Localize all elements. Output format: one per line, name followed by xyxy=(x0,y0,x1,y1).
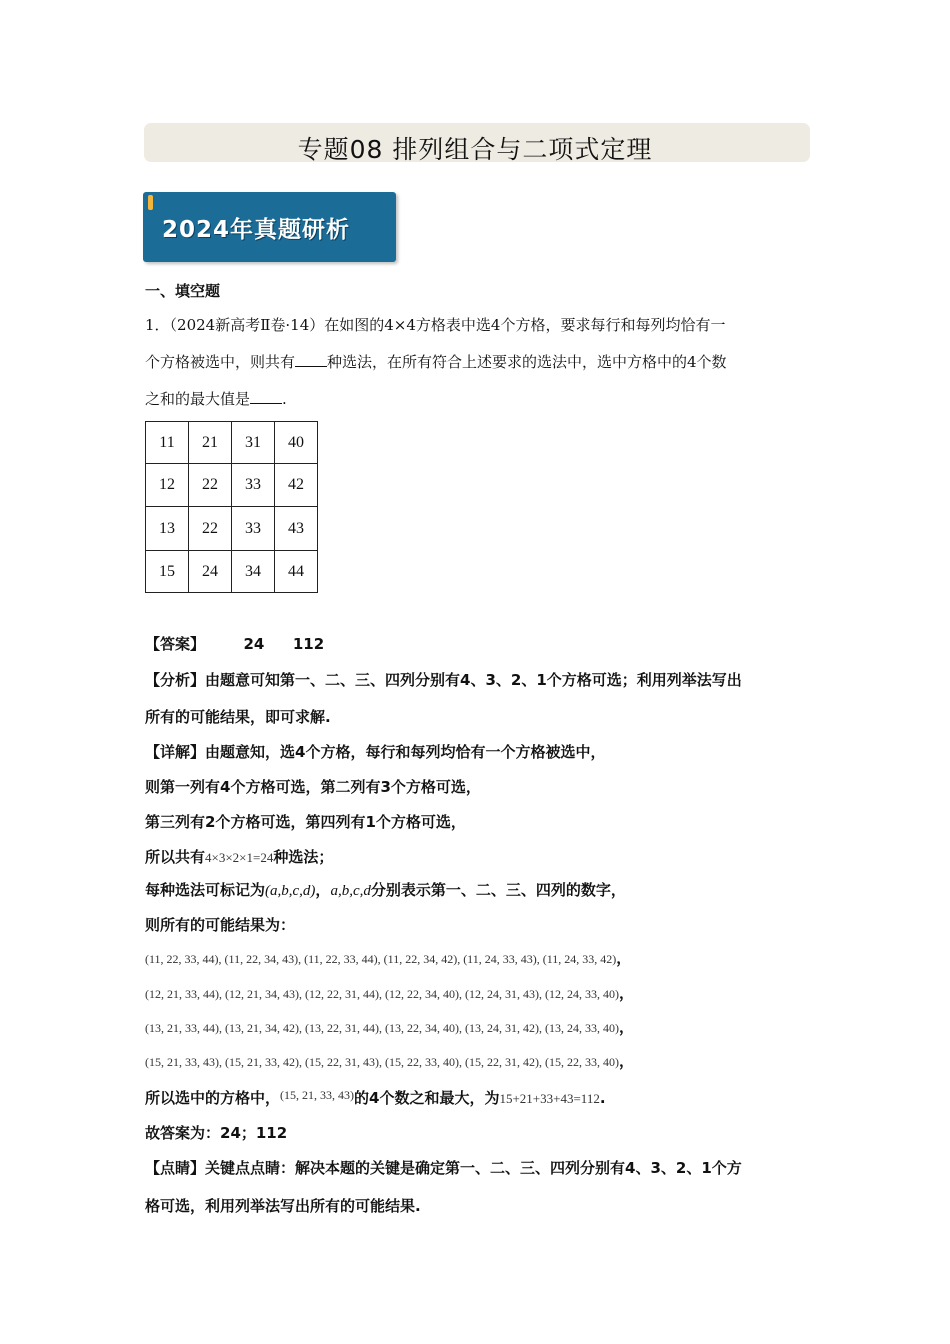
grid-cell: 21 xyxy=(189,422,232,464)
question-line-2-text-b: 种选法，在所有符合上述要求的选法中，选中方格中的4个数 xyxy=(327,353,727,371)
banner-accent-mark xyxy=(148,195,153,210)
detail-line-5 xyxy=(145,879,626,900)
tuple-row-text: (12, 21, 33, 44), (12, 21, 34, 43), (12, 22, 31, 44), (12, 22, 34, 40), (12, 24, 31, 43), (12, 24, 33, 40) xyxy=(145,987,619,1001)
detail-text-5a: 每种选法可标记为 xyxy=(145,881,266,899)
detail-text-4a: 所以共有 xyxy=(145,848,206,866)
tuple-row-4 xyxy=(145,1050,634,1071)
max-sum-formula: 15+21+33+43=112 xyxy=(499,1091,600,1106)
variable-list: a,b,c,d xyxy=(330,883,371,899)
tuple-row-text: (15, 21, 33, 43), (15, 21, 33, 42), (15, 22, 31, 43), (15, 22, 33, 40), (15, 22, 31, 42), (15, 22, 33, 40) xyxy=(145,1055,619,1069)
answer-blank-2 xyxy=(250,389,282,404)
grid-cell: 42 xyxy=(275,464,318,507)
detail-text-5b: 分别表示第一、二、三、四列的数字， xyxy=(370,881,626,899)
grid-cell: 33 xyxy=(232,507,275,551)
question-line-3-text-a: 之和的最大值是 xyxy=(145,390,251,408)
grid-cell: 44 xyxy=(275,551,318,593)
tuple-row-comma: ， xyxy=(618,1020,634,1036)
detail-line-1 xyxy=(145,741,605,762)
detail-line-4 xyxy=(145,846,333,867)
detail-text-7c: . xyxy=(599,1089,606,1107)
question-line-1: 1．（2024新高考Ⅱ卷·14）在如图的4×4方格表中选4个方格，要求每行和每列均恰有一 xyxy=(145,316,726,334)
section-heading: 一、填空题 xyxy=(145,282,221,300)
detail-text-4b: 种选法； xyxy=(273,848,334,866)
analysis-label: 【分析】 xyxy=(145,671,206,689)
grid-cell: 33 xyxy=(232,464,275,507)
grid-cell: 15 xyxy=(146,551,189,593)
analysis-line-1 xyxy=(145,669,742,690)
grid-cell: 12 xyxy=(146,464,189,507)
detail-line-7 xyxy=(145,1087,606,1108)
detail-separator: ， xyxy=(315,881,331,899)
detail-text-7b: 的4个数之和最大，为 xyxy=(354,1089,500,1107)
tuple-row-3 xyxy=(145,1016,634,1037)
tuple-row-comma: ， xyxy=(616,951,632,967)
answer-value-2: 112 xyxy=(292,635,325,653)
max-tuple: (15, 21, 33, 43) xyxy=(280,1088,355,1102)
analysis-text-1: 由题意可知第一、二、三、四列分别有4、3、2、1个方格可选；利用列举法写出 xyxy=(205,671,742,689)
tuple-row-comma: ， xyxy=(618,986,634,1002)
tuple-row-text: (13, 21, 33, 44), (13, 21, 34, 42), (13, 22, 31, 44), (13, 22, 34, 40), (13, 24, 31, 42), (13, 24, 33, 40) xyxy=(145,1021,619,1035)
comment-line-2: 格可选，利用列举法写出所有的可能结果. xyxy=(145,1197,421,1215)
page-title: 专题08 排列组合与二项式定理 xyxy=(297,135,653,164)
detail-text-7a: 所以选中的方格中， xyxy=(145,1089,281,1107)
grid-row xyxy=(146,422,318,464)
answer-value-1: 24 xyxy=(243,635,265,653)
tuple-row-comma: ， xyxy=(618,1054,634,1070)
count-formula: 4×3×2×1=24 xyxy=(205,850,274,865)
question-line-3 xyxy=(145,389,810,409)
grid-cell: 31 xyxy=(232,422,275,464)
grid-row xyxy=(146,551,318,593)
analysis-line-2: 所有的可能结果，即可求解. xyxy=(145,708,331,726)
detail-line-8: 故答案为：24；112 xyxy=(145,1124,288,1142)
grid-cell: 22 xyxy=(189,507,232,551)
grid-cell: 40 xyxy=(275,422,318,464)
answer-label: 【答案】 xyxy=(145,635,206,653)
grid-row xyxy=(146,464,318,507)
question-line-3-text-b: . xyxy=(282,390,287,408)
tuple-row-1 xyxy=(145,947,631,968)
grid-cell: 43 xyxy=(275,507,318,551)
question-line-2-text-a: 个方格被选中，则共有 xyxy=(145,353,296,371)
grid-cell: 22 xyxy=(189,464,232,507)
detail-line-2: 则第一列有4个方格可选，第二列有3个方格可选， xyxy=(145,778,481,796)
grid-cell: 11 xyxy=(146,422,189,464)
comment-text-1: 关键点点睛：解决本题的关键是确定第一、二、三、四列分别有4、3、2、1个方 xyxy=(205,1159,742,1177)
detail-text-1: 由题意知，选4个方格，每行和每列均恰有一个方格被选中， xyxy=(205,743,606,761)
detail-label: 【详解】 xyxy=(145,743,206,761)
detail-line-3: 第三列有2个方格可选，第四列有1个方格可选， xyxy=(145,813,466,831)
grid-cell: 24 xyxy=(189,551,232,593)
grid-cell: 13 xyxy=(146,507,189,551)
section-banner xyxy=(143,192,396,262)
comment-label: 【点睛】 xyxy=(145,1159,206,1177)
answer-blank-1 xyxy=(295,352,327,367)
tuple-row-text: (11, 22, 33, 44), (11, 22, 34, 43), (11, 22, 33, 44), (11, 22, 34, 42), (11, 24, 33, 43), (11, 24, 33, 42) xyxy=(145,952,617,966)
answer-line xyxy=(145,633,324,654)
grid-cell: 34 xyxy=(232,551,275,593)
question-line-2 xyxy=(145,352,810,372)
comment-line-1 xyxy=(145,1157,742,1178)
banner-title: 2024年真题研析 xyxy=(162,217,351,243)
detail-line-6: 则所有的可能结果为： xyxy=(145,916,296,934)
number-grid xyxy=(145,421,318,593)
tuple-notation: (a,b,c,d) xyxy=(265,883,316,899)
tuple-row-2 xyxy=(145,982,634,1003)
grid-row xyxy=(146,507,318,551)
